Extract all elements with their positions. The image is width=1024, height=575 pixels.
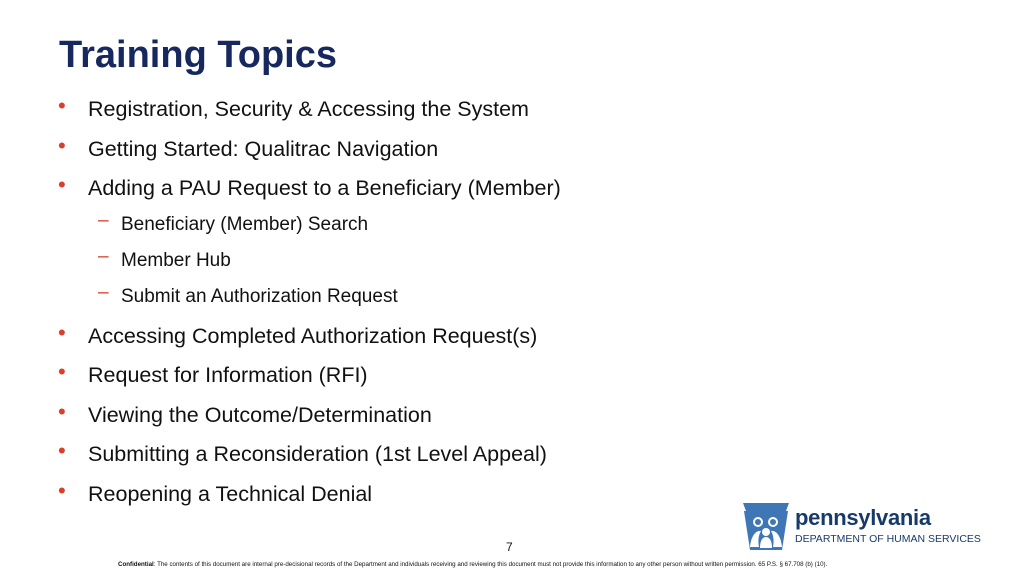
dash-icon: – bbox=[98, 209, 109, 231]
list-item bbox=[58, 317, 561, 357]
list-item bbox=[58, 130, 561, 170]
list-item-label: Getting Started: Qualitrac Navigation bbox=[88, 136, 439, 161]
dash-icon: – bbox=[98, 245, 109, 267]
confidential-text: : The contents of this document are internal pre-decisional records of the Department and individuals receiving and reviewing this document must not provide this information to any other person without written permission. 65 P.S. § 67.708 (b) (10). bbox=[153, 561, 828, 568]
list-item bbox=[58, 169, 561, 209]
page-number: 7 bbox=[506, 540, 513, 554]
list-item bbox=[58, 475, 561, 515]
bullet-icon: • bbox=[58, 398, 66, 424]
confidential-label: Confidential bbox=[118, 561, 154, 568]
sub-list-item bbox=[58, 209, 561, 245]
list-item-label: Accessing Completed Authorization Request(s) bbox=[88, 323, 538, 348]
list-item-label: Request for Information (RFI) bbox=[88, 363, 368, 387]
slide-title: Training Topics bbox=[59, 34, 337, 76]
bullet-icon: • bbox=[58, 477, 66, 503]
list-item-label: Adding a PAU Request to a Beneficiary (Member) bbox=[88, 176, 561, 200]
sub-list-item bbox=[58, 281, 561, 317]
bullet-icon: • bbox=[58, 438, 66, 463]
list-item-label: Submitting a Reconsideration (1st Level Appeal) bbox=[88, 442, 547, 466]
keystone-family-icon bbox=[741, 503, 791, 550]
sub-list-item-label: Beneficiary (Member) Search bbox=[121, 213, 369, 235]
confidentiality-notice bbox=[118, 561, 827, 568]
list-item bbox=[58, 435, 561, 475]
sub-list-item bbox=[58, 245, 561, 281]
sub-list-item-label: Member Hub bbox=[121, 249, 231, 271]
list-item bbox=[58, 90, 561, 130]
logo-wordmark: pennsylvania bbox=[795, 505, 931, 530]
list-item-label: Viewing the Outcome/Determination bbox=[88, 402, 432, 427]
list-item-label: Registration, Security & Accessing the System bbox=[88, 97, 529, 121]
bullet-icon: • bbox=[58, 172, 66, 197]
bullet-icon: • bbox=[58, 93, 66, 118]
logo-department: DEPARTMENT OF HUMAN SERVICES bbox=[795, 533, 981, 545]
list-item-label: Reopening a Technical Denial bbox=[88, 481, 373, 506]
topic-list bbox=[58, 90, 561, 514]
bullet-icon: • bbox=[58, 319, 66, 345]
dhs-logo bbox=[741, 503, 981, 551]
sub-list-item-label: Submit an Authorization Request bbox=[121, 285, 398, 307]
list-item bbox=[58, 396, 561, 436]
dash-icon: – bbox=[98, 281, 109, 303]
bullet-icon: • bbox=[58, 132, 66, 158]
list-item bbox=[58, 356, 561, 396]
bullet-icon: • bbox=[58, 359, 66, 384]
